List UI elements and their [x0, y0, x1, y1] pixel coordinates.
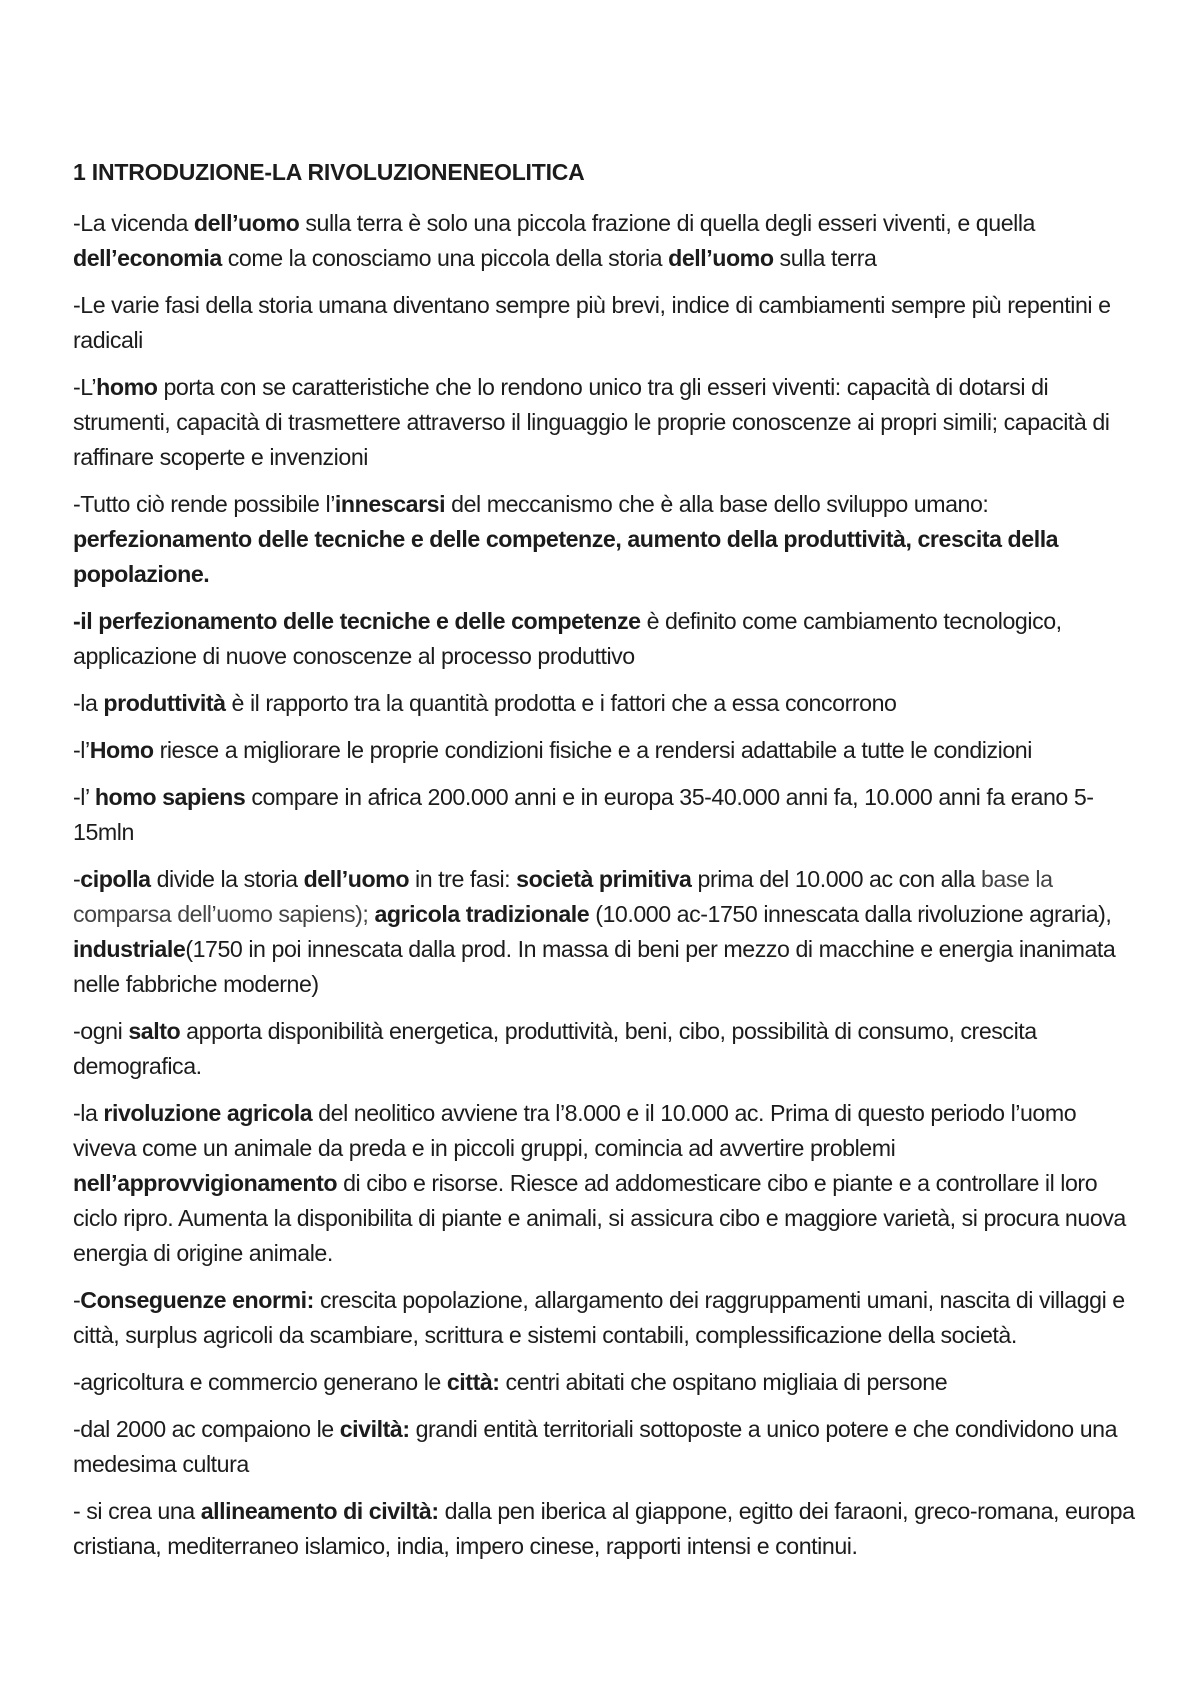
bold-text: perfezionamento delle tecniche e delle competenze, aumento della produttività, crescita della popolazione.: [73, 526, 1059, 587]
bold-text: salto: [128, 1018, 181, 1044]
bold-text: dell’uomo: [303, 866, 410, 892]
text-run: sulla terra è solo una piccola frazione di quella degli esseri viventi, e quella: [299, 210, 1035, 236]
text-run: sulla terra: [773, 245, 877, 271]
bold-text: Homo: [89, 737, 154, 763]
document-body: [73, 206, 1137, 1564]
paragraph: [73, 604, 1137, 674]
text-run: -La vicenda: [73, 210, 194, 236]
text-run: apporta disponibilità energetica, produttività, beni, cibo, possibilità di consumo, crescita demografica.: [73, 1018, 1037, 1079]
text-run: -L’: [73, 374, 97, 400]
text-run: -: [73, 1287, 81, 1313]
text-run: del meccanismo che è alla base dello sviluppo umano:: [445, 491, 989, 517]
text-run: compare in africa 200.000 anni e in europa 35-40.000 anni fa, 10.000 anni fa erano 5-15mln: [73, 784, 1094, 845]
text-run: riesce a migliorare le proprie condizioni fisiche e a rendersi adattabile a tutte le condizioni: [153, 737, 1032, 763]
text-run: -l’: [73, 737, 90, 763]
text-run: -Tutto ciò rende possibile l’: [73, 491, 335, 517]
paragraph: [73, 1096, 1137, 1271]
bold-text: industriale: [73, 936, 186, 962]
bold-text: cipolla: [80, 866, 151, 892]
paragraph: [73, 1494, 1137, 1564]
paragraph: [73, 1283, 1137, 1353]
bold-text: dell’uomo: [668, 245, 774, 271]
paragraph: [73, 733, 1137, 768]
text-run: in tre fasi:: [409, 866, 517, 892]
text-run: grandi entità territoriali sottoposte a unico potere e che condividono una medesima cultura: [73, 1416, 1118, 1477]
text-run: -agricoltura e commercio generano le: [73, 1369, 447, 1395]
bold-text: homo sapiens: [94, 784, 246, 810]
text-run: come la conosciamo una piccola della storia: [221, 245, 669, 271]
bold-text: Conseguenze enormi:: [80, 1287, 314, 1313]
bold-text: nell’approvvigionamento: [73, 1170, 338, 1196]
text-run: centri abitati che ospitano migliaia di persone: [499, 1369, 948, 1395]
section-title: 1 INTRODUZIONE-LA RIVOLUZIONENEOLITICA: [73, 159, 585, 185]
text-run: -la: [73, 1100, 104, 1126]
text-run: di cibo e risorse. Riesce ad addomesticare cibo e piante e a controllare il loro ciclo ripro. Aumenta la disponibilita di piante e animali, si assicura cibo e maggiore varietà, si procura nuova energia di origine animale.: [73, 1170, 1126, 1266]
paragraph: [73, 862, 1137, 1002]
paragraph: [73, 1412, 1137, 1482]
paragraph: [73, 370, 1137, 475]
text-run: prima del 10.000 ac con alla: [691, 866, 981, 892]
bold-text: agricola tradizionale: [374, 901, 590, 927]
bold-text: homo: [96, 374, 158, 400]
text-run: -dal 2000 ac compaiono le: [73, 1416, 340, 1442]
document-page: [73, 158, 1137, 1576]
text-run: è definito come cambiamento tecnologico, applicazione di nuove conoscenze al processo produttivo: [73, 608, 1062, 669]
text-run: (1750 in poi innescata dalla prod. In massa di beni per mezzo di macchine e energia inanimata nelle fabbriche moderne): [73, 936, 1116, 997]
text-run: - si crea una: [73, 1498, 201, 1524]
paragraph: [73, 487, 1137, 592]
text-run: crescita popolazione, allargamento dei raggruppamenti umani, nascita di villaggi e città, surplus agricoli da scambiare, scrittura e sistemi contabili, complessificazione della società.: [73, 1287, 1125, 1348]
text-run: -: [73, 866, 81, 892]
bold-text: allineamento di civiltà:: [200, 1498, 439, 1524]
bold-text: civiltà:: [339, 1416, 410, 1442]
bold-text: società primitiva: [516, 866, 692, 892]
text-run: del neolitico avviene tra l’8.000 e il 10.000 ac. Prima di questo periodo l’uomo viveva come un animale da preda e in piccoli gruppi, comincia ad avvertire problemi: [73, 1100, 1077, 1161]
bold-text: innescarsi: [334, 491, 446, 517]
text-run: base la comparsa dell’uomo sapiens);: [73, 866, 1053, 927]
paragraph: [73, 1365, 1137, 1400]
paragraph: [73, 1014, 1137, 1084]
bold-text: rivoluzione agricola: [103, 1100, 313, 1126]
text-run: divide la storia: [150, 866, 304, 892]
bold-text: dell’uomo: [193, 210, 300, 236]
paragraph: [73, 686, 1137, 721]
text-run: -l’: [73, 784, 95, 810]
text-run: è il rapporto tra la quantità prodotta e i fattori che a essa concorrono: [225, 690, 897, 716]
text-run: dalla pen iberica al giappone, egitto dei faraoni, greco-romana, europa cristiana, mediterraneo islamico, india, impero cinese, rapporti intensi e continui.: [73, 1498, 1135, 1559]
bold-text: -il perfezionamento delle tecniche e delle competenze: [73, 608, 641, 634]
bold-text: produttività: [103, 690, 226, 716]
text-run: -la: [73, 690, 104, 716]
bold-text: dell’economia: [73, 245, 222, 271]
bold-text: città:: [446, 1369, 500, 1395]
paragraph: [73, 780, 1137, 850]
text-run: (10.000 ac-1750 innescata dalla rivoluzione agraria),: [589, 901, 1112, 927]
text-run: -Le varie fasi della storia umana diventano sempre più brevi, indice di cambiamenti sempre più repentini e radicali: [73, 292, 1111, 353]
paragraph: [73, 206, 1137, 276]
text-run: -ogni: [73, 1018, 129, 1044]
paragraph: [73, 288, 1137, 358]
text-run: porta con se caratteristiche che lo rendono unico tra gli esseri viventi: capacità di dotarsi di strumenti, capacità di trasmettere attraverso il linguaggio le proprie conoscenze ai propri simili; capacità di raffinare scoperte e invenzioni: [73, 374, 1110, 470]
